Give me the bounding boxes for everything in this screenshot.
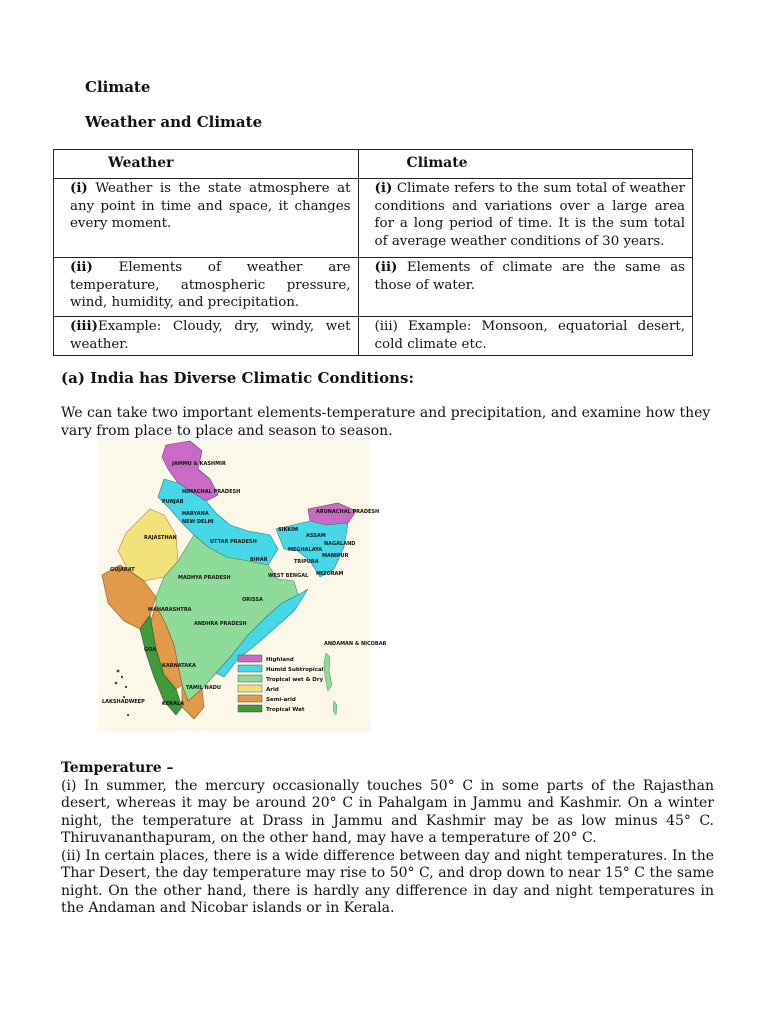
label-or: ORISSA bbox=[242, 597, 263, 603]
label-hr: HARYANA bbox=[182, 511, 209, 517]
weather-cell bbox=[54, 179, 359, 258]
label-jk: JAMMU & KASHMIR bbox=[172, 461, 226, 467]
weather-cell bbox=[54, 258, 359, 317]
table-row bbox=[54, 258, 693, 317]
label-dl: NEW DELHI bbox=[182, 519, 214, 525]
map-legend bbox=[238, 655, 324, 713]
section-a-intro: We can take two important elements-temperature and precipitation, and examine how they vary from place to place and season to season. bbox=[61, 405, 711, 439]
label-an: ANDAMAN & NICOBAR bbox=[324, 641, 387, 647]
section-a-heading: (a) India has Diverse Climatic Conditions: bbox=[61, 369, 415, 387]
label-as: ASSAM bbox=[306, 533, 326, 539]
legend-swatch-humid-subtropical bbox=[238, 665, 262, 672]
label-nl: NAGALAND bbox=[324, 541, 356, 547]
legend-swatch-highland bbox=[238, 655, 262, 662]
label-mh: MAHARASHTRA bbox=[148, 607, 192, 613]
cell-text: Weather is the state atmosphere at any point in time and space, it changes every moment. bbox=[70, 181, 351, 231]
cell-text: Elements of climate are the same as those of water. bbox=[374, 260, 685, 293]
cell-text: Elements of weather are temperature, atmospheric pressure, wind, humidity, and precipitation. bbox=[70, 260, 351, 310]
legend-label: Semi-arid bbox=[266, 697, 296, 703]
legend-label: Humid Subtropical bbox=[266, 667, 324, 673]
label-tn: TAMIL NADU bbox=[186, 685, 221, 691]
label-ap: ANDHRA PRADESH bbox=[194, 621, 247, 627]
label-tr: TRIPURA bbox=[294, 559, 319, 565]
cell-text: (iii) Example: Monsoon, equatorial desert, cold climate etc. bbox=[374, 319, 685, 352]
temperature-paragraph-2: (ii) In certain places, there is a wide difference between day and night temperatures. In the Thar Desert, the day temperature may rise to 50° C, and drop down to near 15° C the same night. On the other hand, there is hardly any difference in day and night temperatures in the Andaman and Nicobar islands or in Kerala. bbox=[61, 847, 714, 916]
cell-number: (i) bbox=[374, 180, 393, 196]
temperature-paragraph-1: (i) In summer, the mercury occasionally touches 50° C in some parts of the Rajasthan desert, whereas it may be around 20° C in Pahalgam in Jammu and Kashmir. On a winter night, the temperature at Drass in Jammu and Kashmir may be as low minus 45° C. Thiruvananthapuram, on the other hand, may have a temperature of 20° C. bbox=[61, 777, 714, 846]
table-row bbox=[54, 179, 693, 258]
cell-number: (ii) bbox=[70, 259, 93, 275]
label-ml: MEGHALAYA bbox=[288, 547, 323, 553]
label-rj: RAJASTHAN bbox=[144, 535, 177, 541]
weather-cell bbox=[54, 317, 359, 356]
weather-climate-table bbox=[53, 149, 693, 356]
page-title: Climate bbox=[85, 78, 151, 96]
climate-cell bbox=[358, 317, 692, 356]
section-title: Weather and Climate bbox=[85, 113, 263, 131]
india-climate-map bbox=[98, 439, 387, 731]
map-svg bbox=[98, 439, 387, 731]
label-gj: GUJARAT bbox=[110, 567, 135, 573]
label-wb: WEST BENGAL bbox=[268, 573, 309, 579]
legend-label: Tropical Wet bbox=[266, 707, 305, 713]
label-pb: PUNJAB bbox=[162, 499, 184, 505]
label-bh: BIHAR bbox=[250, 557, 268, 563]
temperature-section bbox=[61, 760, 714, 918]
label-goa: GOA bbox=[144, 647, 157, 653]
label-ka: KARNATAKA bbox=[162, 663, 196, 669]
label-hp: HIMACHAL PRADESH bbox=[182, 489, 241, 495]
label-mn: MANIPUR bbox=[322, 553, 349, 559]
cell-number: (ii) bbox=[374, 259, 398, 275]
cell-number: (iii) bbox=[70, 318, 98, 334]
climate-cell bbox=[358, 179, 692, 258]
legend-swatch-semi-arid bbox=[238, 695, 262, 702]
cell-number: (i) bbox=[70, 180, 88, 196]
legend-label: Tropical wet & Dry bbox=[266, 677, 324, 683]
legend-swatch-arid bbox=[238, 685, 262, 692]
label-kl: KERALA bbox=[162, 701, 185, 707]
table-header-row bbox=[54, 150, 693, 179]
andaman-islands bbox=[324, 653, 337, 715]
legend-swatch-tropical-wet-dry bbox=[238, 675, 262, 682]
cell-text: Example: Cloudy, dry, windy, wet weather. bbox=[70, 319, 351, 352]
label-mp: MADHYA PRADESH bbox=[178, 575, 231, 581]
weather-column-header: Weather bbox=[54, 150, 359, 179]
label-ar: ARUNACHAL PRADESH bbox=[316, 509, 380, 515]
climate-column-header: Climate bbox=[358, 150, 692, 179]
legend-label: Arid bbox=[266, 687, 279, 693]
label-sk: SIKKIM bbox=[278, 527, 299, 533]
label-mz: MIZORAM bbox=[316, 571, 344, 577]
label-up: UTTAR PRADESH bbox=[210, 539, 257, 545]
label-ld: LAKSHADWEEP bbox=[102, 699, 145, 705]
lakshadweep-islands bbox=[115, 670, 129, 717]
temperature-heading: Temperature – bbox=[61, 760, 174, 776]
legend-swatch-tropical-wet bbox=[238, 705, 262, 712]
table-row bbox=[54, 317, 693, 356]
cell-text: Climate refers to the sum total of weather conditions and variations over a large area for a long period of time. It is the sum total of average weather conditions of 30 years. bbox=[374, 181, 685, 249]
legend-label: Highland bbox=[266, 657, 294, 663]
climate-cell bbox=[358, 258, 692, 317]
